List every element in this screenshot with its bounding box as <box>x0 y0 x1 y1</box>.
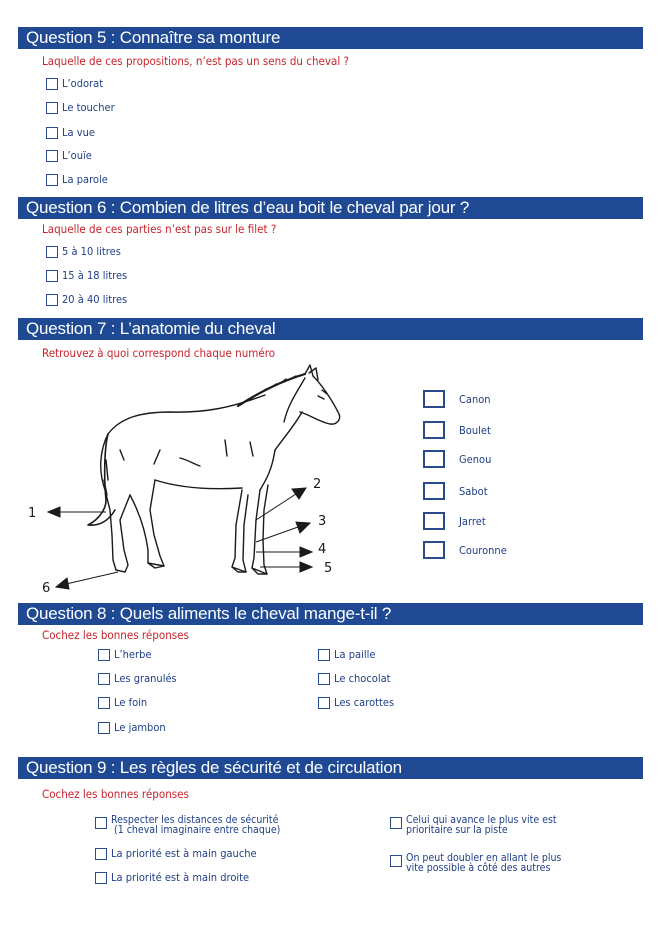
question-7-instruction: Retrouvez à quoi correspond chaque numéro <box>42 346 276 360</box>
q7-option-couronne[interactable]: Couronne <box>423 541 512 559</box>
q7-option-boulet[interactable]: Boulet <box>423 421 494 439</box>
question-6-header: Question 6 : Combien de litres d’eau boit le cheval par jour ? <box>18 197 643 219</box>
q6-option-20-40[interactable]: 20 à 40 litres <box>46 293 134 306</box>
q8-option-jambon[interactable]: Le jambon <box>98 721 171 734</box>
q7-option-sabot[interactable]: Sabot <box>423 482 491 500</box>
q7-option-canon[interactable]: Canon <box>423 390 494 408</box>
arrow-3 <box>256 527 298 542</box>
checkbox[interactable] <box>390 855 402 867</box>
checkbox[interactable] <box>46 78 58 90</box>
q5-option-odorat[interactable]: L’odorat <box>46 77 108 90</box>
q6-option-5-10[interactable]: 5 à 10 litres <box>46 245 127 258</box>
q8-option-foin[interactable]: Le foin <box>98 696 151 709</box>
diagram-label-4: 4 <box>318 542 327 557</box>
checkbox[interactable] <box>423 390 445 408</box>
diagram-label-5: 5 <box>324 561 333 576</box>
checkbox[interactable] <box>98 697 110 709</box>
checkbox[interactable] <box>46 127 58 139</box>
question-9-instruction: Cochez les bonnes réponses <box>42 787 189 801</box>
q9-option-main-gauche[interactable]: La priorité est à main gauche <box>95 847 273 860</box>
q5-option-vue[interactable]: La vue <box>46 126 99 139</box>
diagram-label-2: 2 <box>313 477 322 492</box>
checkbox[interactable] <box>423 450 445 468</box>
checkbox[interactable] <box>46 102 58 114</box>
checkbox[interactable] <box>95 872 107 884</box>
checkbox[interactable] <box>423 421 445 439</box>
checkbox[interactable] <box>318 697 330 709</box>
horse-illustration <box>88 365 340 574</box>
checkbox[interactable] <box>98 649 110 661</box>
arrowhead-5 <box>300 562 312 572</box>
arrowhead-3 <box>296 522 310 533</box>
q5-option-ouie[interactable]: L’ouïe <box>46 149 95 162</box>
checkbox[interactable] <box>318 649 330 661</box>
arrowhead-4 <box>300 547 312 557</box>
question-9-header: Question 9 : Les règles de sécurité et de circulation <box>18 757 643 779</box>
question-8-header: Question 8 : Quels aliments le cheval mange-t-il ? <box>18 603 643 625</box>
diagram-label-3: 3 <box>318 514 327 529</box>
checkbox[interactable] <box>98 673 110 685</box>
checkbox[interactable] <box>46 174 58 186</box>
q6-option-15-18[interactable]: 15 à 18 litres <box>46 269 134 282</box>
arrowhead-2 <box>292 488 306 499</box>
q9-option-main-droite[interactable]: La priorité est à main droite <box>95 871 264 884</box>
checkbox[interactable] <box>423 482 445 500</box>
q8-option-chocolat[interactable]: Le chocolat <box>318 672 397 685</box>
checkbox[interactable] <box>46 294 58 306</box>
question-7-header: Question 7 : L’anatomie du cheval <box>18 318 643 340</box>
question-5-instruction: Laquelle de ces propositions, n’est pas un sens du cheval ? <box>42 54 350 68</box>
arrow-6 <box>66 572 118 584</box>
arrowhead-6 <box>56 578 69 589</box>
checkbox[interactable] <box>46 270 58 282</box>
q7-option-genou[interactable]: Genou <box>423 450 495 468</box>
checkbox[interactable] <box>423 541 445 559</box>
checkbox[interactable] <box>95 817 107 829</box>
question-8-instruction: Cochez les bonnes réponses <box>42 628 189 642</box>
q9-option-doubler[interactable]: On peut doubler en allant le plus vite possible à côté des autres <box>390 853 579 873</box>
q5-option-parole[interactable]: La parole <box>46 173 113 186</box>
q7-option-jarret[interactable]: Jarret <box>423 512 489 530</box>
checkbox[interactable] <box>390 817 402 829</box>
q9-option-distances[interactable]: Respecter les distances de sécurité (1 cheval imaginaire entre chaque) <box>95 815 299 835</box>
checkbox[interactable] <box>46 150 58 162</box>
q8-option-carottes[interactable]: Les carottes <box>318 696 401 709</box>
q8-option-paille[interactable]: La paille <box>318 648 380 661</box>
q9-option-plus-vite-prioritaire[interactable]: Celui qui avance le plus vite est prioritaire sur la piste <box>390 815 573 835</box>
checkbox[interactable] <box>423 512 445 530</box>
horse-anatomy-diagram <box>20 360 360 600</box>
checkbox[interactable] <box>98 722 110 734</box>
diagram-label-1: 1 <box>28 506 37 521</box>
q5-option-toucher[interactable]: Le toucher <box>46 101 121 114</box>
question-5-header: Question 5 : Connaître sa monture <box>18 27 643 49</box>
q8-option-herbe[interactable]: L’herbe <box>98 648 156 661</box>
anatomy-arrows <box>48 488 312 589</box>
q8-option-granules[interactable]: Les granulés <box>98 672 184 685</box>
arrowhead-1 <box>48 507 60 517</box>
checkbox[interactable] <box>46 246 58 258</box>
diagram-label-6: 6 <box>42 581 51 596</box>
question-6-instruction: Laquelle de ces parties n’est pas sur le filet ? <box>42 222 277 236</box>
checkbox[interactable] <box>95 848 107 860</box>
checkbox[interactable] <box>318 673 330 685</box>
arrow-2 <box>256 494 296 520</box>
